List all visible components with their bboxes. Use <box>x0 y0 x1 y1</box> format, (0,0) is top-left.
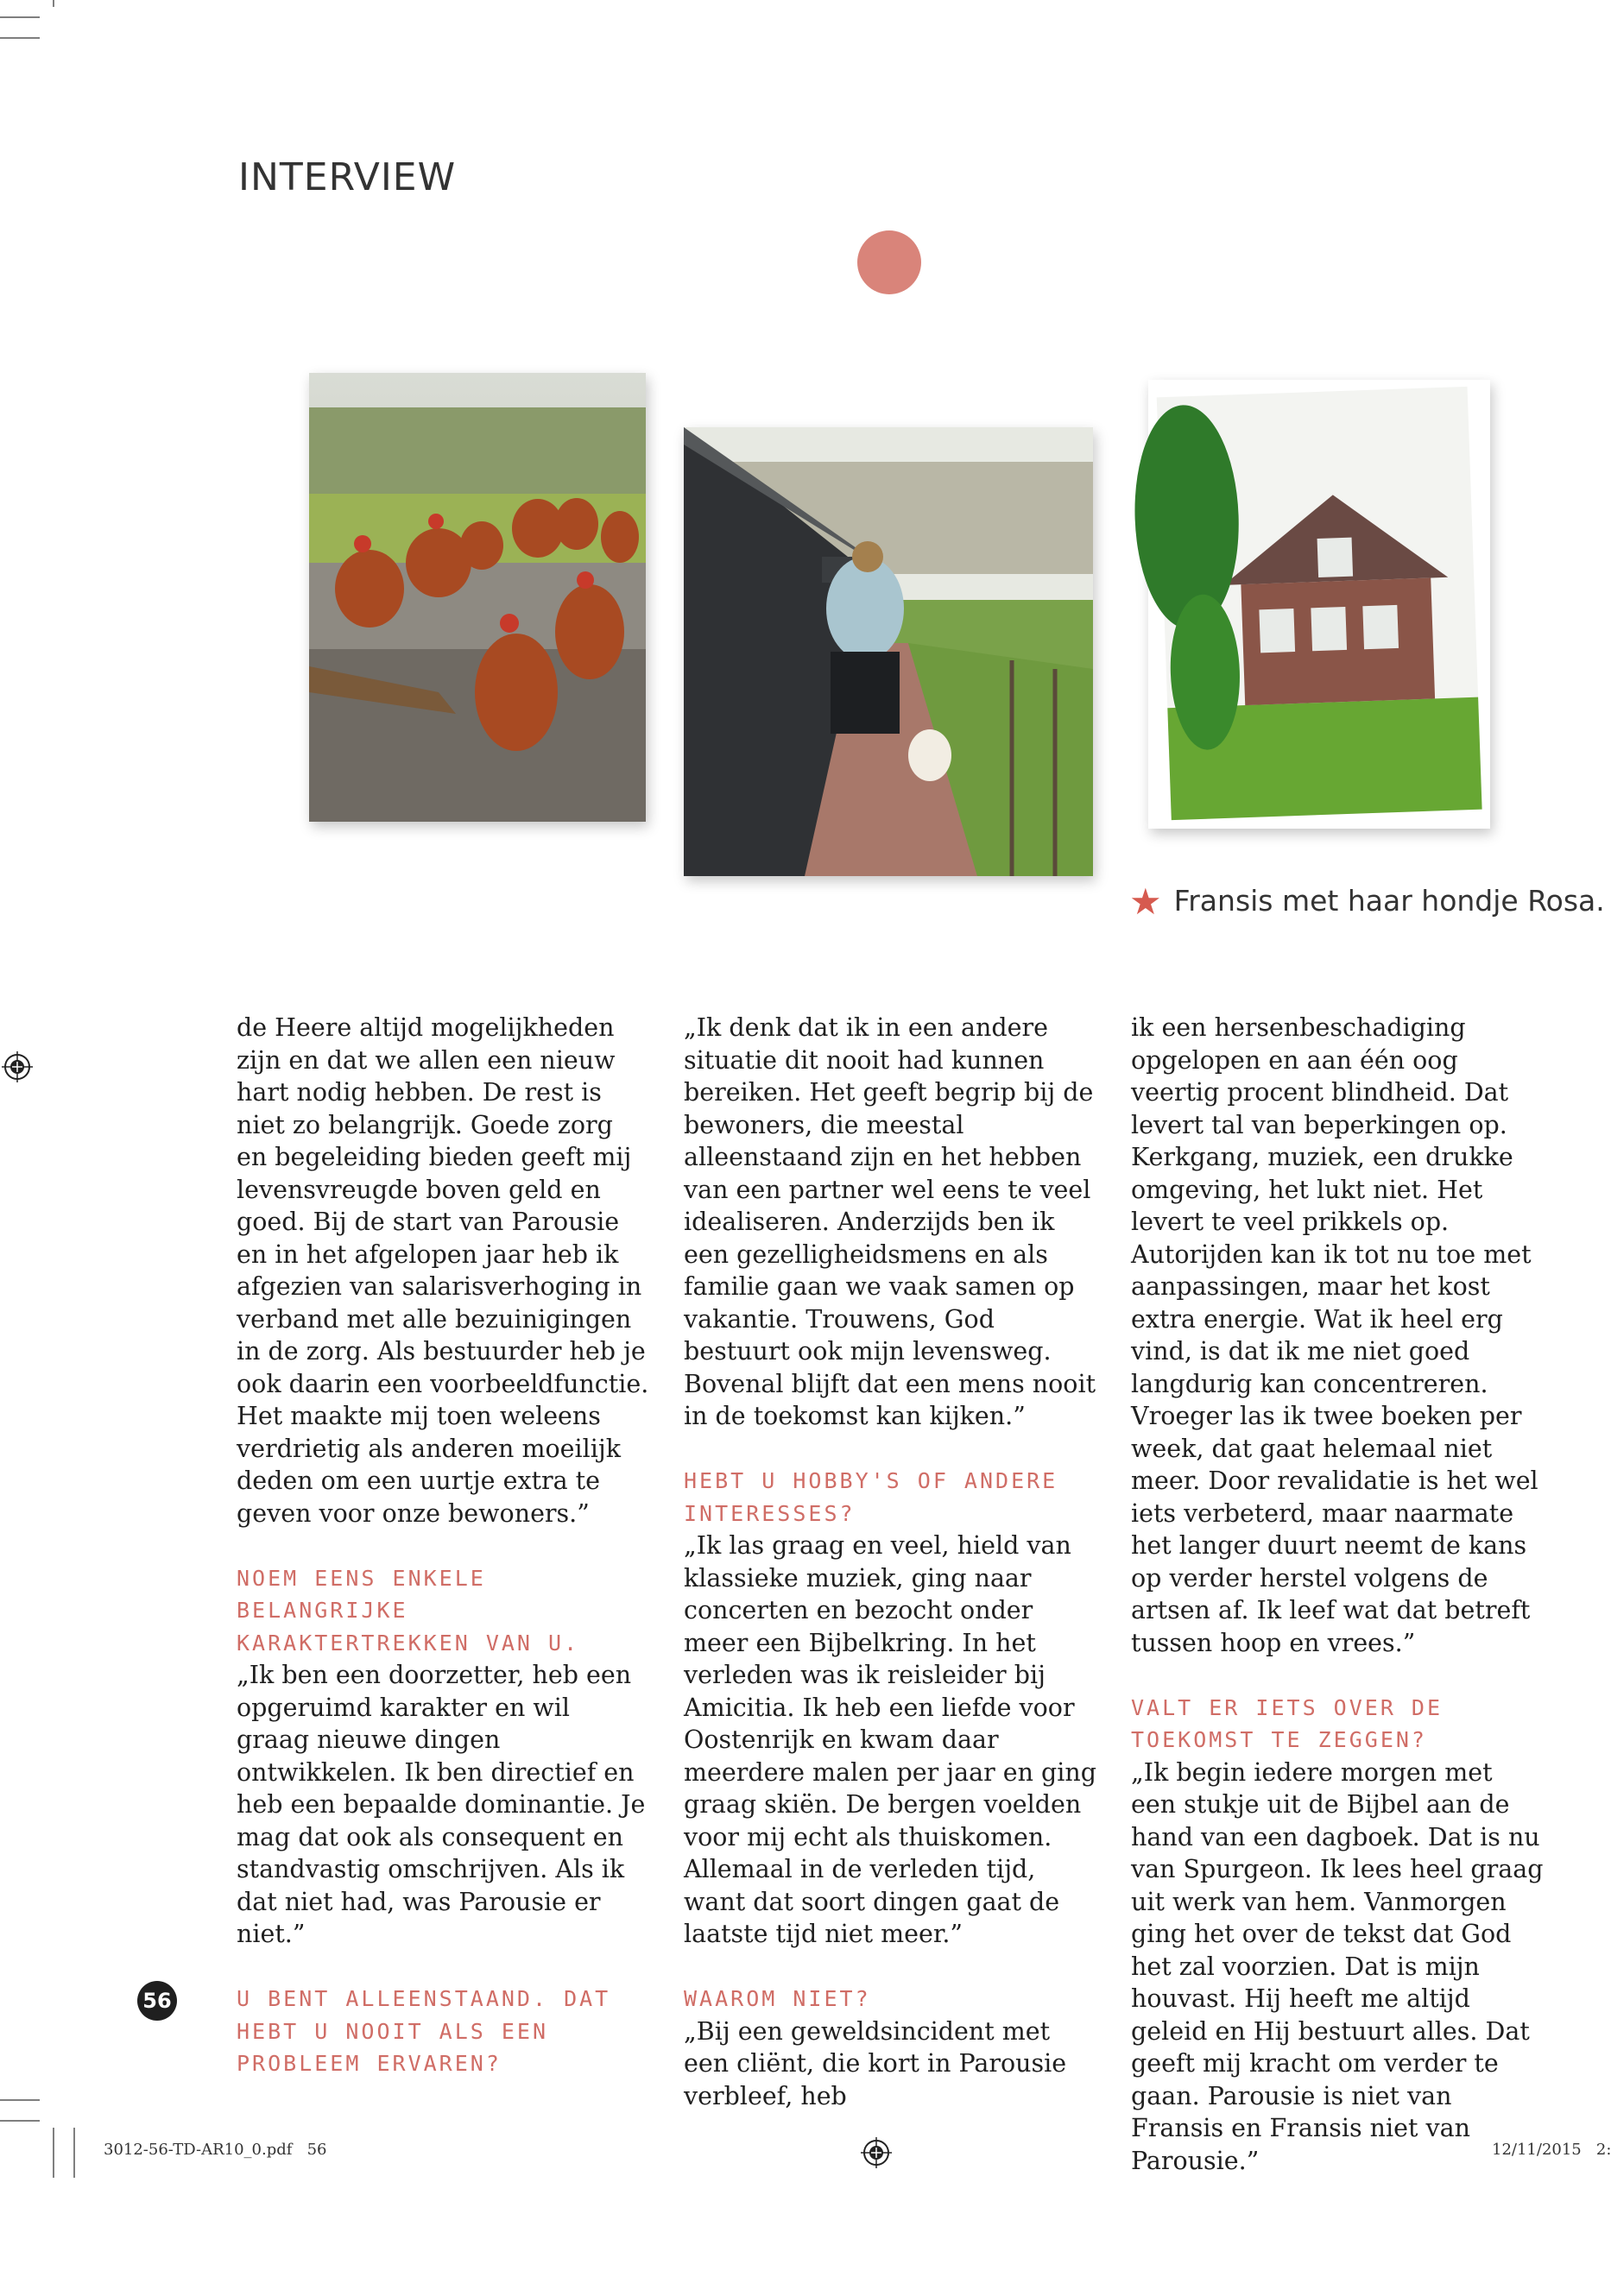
woman-dog-path-photo <box>684 427 1093 876</box>
farmhouse-photo <box>1148 380 1490 829</box>
answer-paragraph: ik een hersenbeschadiging opgelopen en aan één oog veertig procent blindheid. Dat levert tal van beperkingen op. Kerkgang, muziek, een drukke omgeving, het lukt niet. Het levert te veel prikkels op. Autorijden kan ik tot nu toe met aanpassingen, maar het kost extra energie. Wat ik heel erg vind, is dat ik me niet goed langdurig kan concentreren. Vroeger las ik twee boeken per week, dat gaat helemaal niet meer. Door revalidatie is het wel iets verbeterd, maar naarmate het langer duurt neemt de kans op verder herstel volgens de artsen af. Ik leef wat dat betreft tussen hoop en vrees.” <box>1131 1013 1538 1657</box>
article-column-1 <box>237 1012 649 2080</box>
footer-file-label: 3012-56-TD-AR10_0.pdf 56 <box>104 2141 327 2159</box>
star-icon: ★ <box>1129 880 1162 923</box>
answer-paragraph: de Heere altijd mogelijkheden zijn en dat we allen een nieuw hart nodig hebben. De rest is niet zo belangrijk. Goede zorg en begeleiding bieden geeft mij levensvreugde boven geld en goed. Bij de start van Parousie en in het afgelopen jaar heb ik afgezien van salarisverhoging in verband met alle bezuinigingen in de zorg. Als bestuurder heb je ook daarin een voorbeeldfunctie. Het maakte mij toen weleens verdrietig als anderen moeilijk deden om een uurtje extra te geven voor onze bewoners.” <box>237 1013 649 1528</box>
footer-date: 12/11/2015 2: <box>1492 2141 1611 2159</box>
crop-mark-top-left <box>0 0 60 43</box>
interview-question: VALT ER IETS OVER DE TOEKOMST TE ZEGGEN? <box>1131 1694 1444 1752</box>
registration-mark-icon <box>2 1051 33 1082</box>
photo-caption <box>1129 880 1605 923</box>
answer-paragraph: „Ik begin iedere morgen met een stukje uit de Bijbel aan de hand van een dagboek. Dat is nu van Spurgeon. Ik lees heel graag uit werk van hem. Vanmorgen ging het over de tekst dat God het zal voorzien. Dat is mijn houvast. Hij heeft me altijd geleid en Hij bestuurt alles. Dat geeft mij kracht om verder te gaan. Parousie is niet van Fransis en Fransis niet van Parousie.” <box>1131 1757 1544 2175</box>
article-column-2 <box>684 1012 1096 2112</box>
registration-mark-icon <box>861 2137 892 2168</box>
answer-paragraph: „Bij een geweldsincident met een cliënt, die kort in Parousie verbleef, heb <box>684 2016 1067 2110</box>
page-number: 56 <box>137 1981 177 2021</box>
accent-dot <box>857 230 921 294</box>
answer-paragraph: „Ik ben een doorzetter, heb een opgeruimd karakter en wil graag nieuwe dingen ontwikkelen. Ik ben directief en heb een bepaalde dominantie. Je mag dat ook als consequent en standvastig omschrijven. Als ik dat niet had, was Parousie er niet.” <box>237 1661 646 1948</box>
crop-mark-bottom-left <box>0 2085 86 2179</box>
answer-paragraph: „Ik las graag en veel, hield van klassieke muziek, ging naar concerten en bezocht onder meer een Bijbelkring. In het verleden was ik reisleider bij Amicitia. Ik heb een liefde voor Oostenrijk en kwam daar meerdere malen per jaar en ging graag skiën. De bergen voelden voor mij echt als thuiskomen. Allemaal in de verleden tijd, want dat soort dingen gaat de laatste tijd niet meer.” <box>684 1531 1096 1948</box>
article-column-3 <box>1131 1012 1544 2177</box>
answer-paragraph: „Ik denk dat ik in een andere situatie dit nooit had kunnen bereiken. Het geeft begrip bij de bewoners, die meestal alleenstaand zijn en het hebben van een partner wel eens te veel idealiseren. Anderzijds ben ik een gezelligheidsmens en als familie gaan we vaak samen op vakantie. Trouwens, God bestuurt ook mijn levensweg. Bovenal blijft dat een mens nooit in de toekomst kan kijken.” <box>684 1013 1096 1430</box>
section-title: INTERVIEW <box>238 155 457 199</box>
interview-question: NOEM EENS ENKELE BELANGRIJKE KARAKTERTREKKEN VAN U. <box>237 1565 580 1656</box>
interview-question: U BENT ALLEENSTAAND. DAT HEBT U NOOIT ALS EEN PROBLEEM ERVAREN? <box>237 1986 611 2076</box>
chickens-photo <box>309 373 646 822</box>
interview-question: WAAROM NIET? <box>684 1986 871 2011</box>
interview-question: HEBT U HOBBY'S OF ANDERE INTERESSES? <box>684 1468 1058 1526</box>
caption-text: Fransis met haar hondje Rosa. <box>1173 884 1605 918</box>
